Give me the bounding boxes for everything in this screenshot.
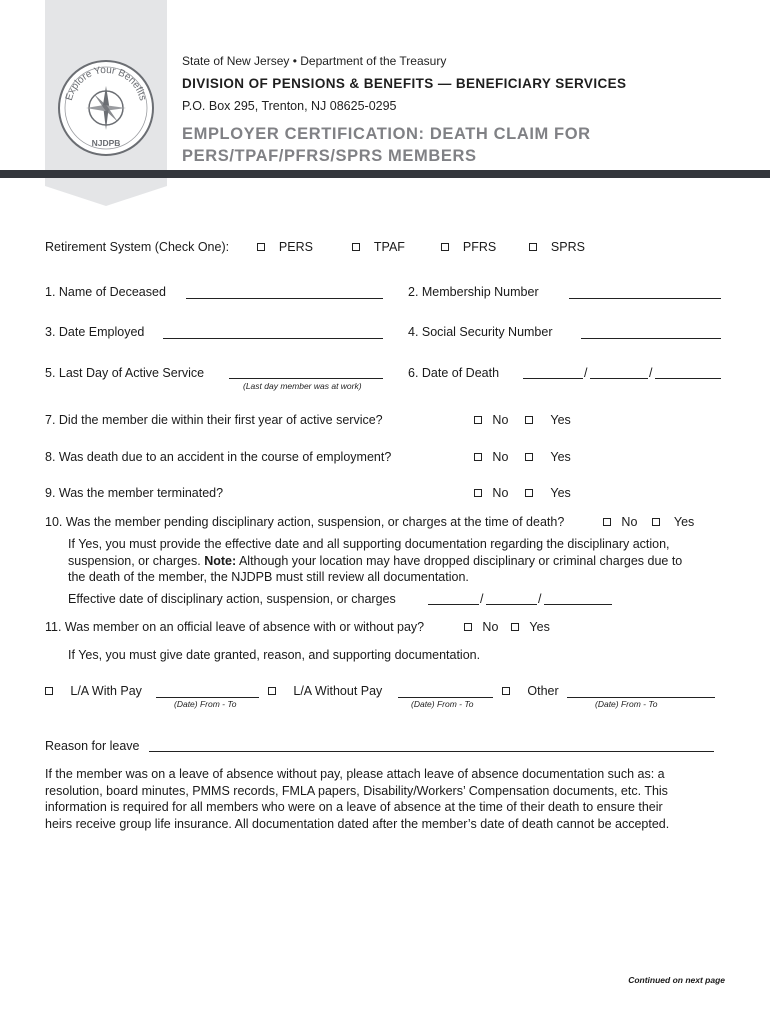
pfrs-label: PFRS	[462, 240, 497, 254]
q10-effective-month[interactable]	[428, 604, 479, 605]
la-other-dates-field[interactable]	[567, 697, 715, 698]
date-sep-1: /	[584, 366, 588, 380]
la-without-pay[interactable]	[268, 684, 382, 698]
la-without-pay-dates-field[interactable]	[398, 697, 493, 698]
header-state-line: State of New Jersey • Department of the Treasury	[182, 54, 447, 68]
q10-effective-date-label: Effective date of disciplinary action, suspension, or charges	[68, 592, 396, 606]
retirement-system-label: Retirement System (Check One):	[45, 240, 230, 254]
q9-no-label: No	[492, 486, 509, 500]
header-address: P.O. Box 295, Trenton, NJ 08625-0295	[182, 99, 397, 113]
form-title	[182, 123, 682, 167]
option-pers[interactable]	[257, 240, 313, 254]
question-10: 10. Was the member pending disciplinary action, suspension, or charges at the time of death?	[45, 515, 565, 529]
date-of-death-month[interactable]	[523, 378, 583, 379]
membership-number-label: 2. Membership Number	[408, 285, 539, 299]
tpaf-label: TPAF	[373, 240, 405, 254]
sprs-label: SPRS	[550, 240, 585, 254]
q10-line2-b: Although your location may have dropped disciplinary or criminal charges due to	[238, 553, 683, 568]
q10-no-checkbox[interactable]	[603, 518, 611, 526]
q7-yes-label: Yes	[550, 413, 571, 427]
closing-line2: resolution, board minutes, PMMS records, FMLA papers, Disability/Workers’ Compensation documents, etc. This	[45, 783, 668, 798]
reason-for-leave-label: Reason for leave	[45, 739, 140, 753]
date-employed-field[interactable]	[163, 338, 383, 339]
date-employed-label: 3. Date Employed	[45, 325, 145, 339]
la-with-pay[interactable]	[45, 684, 142, 698]
q11-yes-label: Yes	[529, 620, 550, 634]
q10-no[interactable]	[603, 515, 637, 529]
logo-text-bottom: NJDPB	[91, 138, 121, 148]
la-with-pay-label: L/A With Pay	[70, 684, 142, 698]
last-day-active-field[interactable]	[229, 378, 383, 379]
la-with-pay-dates-field[interactable]	[156, 697, 259, 698]
q10-effective-day[interactable]	[486, 604, 537, 605]
q8-no-checkbox[interactable]	[474, 453, 482, 461]
closing-line3: information is required for all members who were on a leave of absence at the time of their death to ensure their	[45, 800, 663, 814]
la-other-caption: (Date) From - To	[595, 699, 658, 709]
closing-line1: If the member was on a leave of absence without pay, please attach leave of absence documentation such as: a	[45, 767, 665, 781]
q10-yes-label: Yes	[673, 515, 695, 529]
pers-label: PERS	[278, 240, 313, 254]
q10-instructions-line3: the death of the member, the NJDPB must still review all documentation.	[68, 570, 469, 584]
q10-date-sep-2: /	[538, 592, 542, 606]
last-day-caption: (Last day member was at work)	[243, 381, 362, 391]
date-sep-2: /	[649, 366, 653, 380]
q11-no-label: No	[482, 620, 499, 634]
date-of-death-year[interactable]	[655, 378, 721, 379]
closing-paragraph	[45, 766, 735, 832]
q11-no-checkbox[interactable]	[464, 623, 472, 631]
q11-yes-checkbox[interactable]	[511, 623, 519, 631]
tpaf-checkbox[interactable]	[352, 243, 360, 251]
question-11: 11. Was member on an official leave of absence with or without pay?	[45, 620, 425, 634]
q8-no-label: No	[492, 450, 509, 464]
q11-no[interactable]	[464, 620, 498, 634]
date-of-death-day[interactable]	[590, 378, 648, 379]
question-8: 8. Was death due to an accident in the course of employment?	[45, 450, 392, 464]
q10-line2-a: suspension, or charges.	[68, 553, 201, 568]
q7-yes-checkbox[interactable]	[525, 416, 533, 424]
question-7: 7. Did the member die within their first year of active service?	[45, 413, 383, 427]
q9-no-checkbox[interactable]	[474, 489, 482, 497]
la-other[interactable]	[502, 684, 559, 698]
q10-yes[interactable]	[652, 515, 694, 529]
q10-date-sep-1: /	[480, 592, 484, 606]
pers-checkbox[interactable]	[257, 243, 265, 251]
q7-yes[interactable]	[525, 413, 571, 427]
q9-yes[interactable]	[525, 486, 571, 500]
q7-no[interactable]	[474, 413, 508, 427]
form-title-line2: PERS/TPAF/PFRS/SPRS MEMBERS	[182, 147, 477, 165]
la-with-pay-checkbox[interactable]	[45, 687, 53, 695]
membership-number-field[interactable]	[569, 298, 721, 299]
q9-no[interactable]	[474, 486, 508, 500]
la-without-pay-caption: (Date) From - To	[411, 699, 474, 709]
la-other-label: Other	[527, 684, 559, 698]
q10-note: Note:	[204, 553, 237, 568]
q10-instructions	[68, 536, 728, 586]
q9-yes-checkbox[interactable]	[525, 489, 533, 497]
q7-no-label: No	[492, 413, 509, 427]
continued-note: Continued on next page	[628, 975, 725, 985]
q8-yes-label: Yes	[550, 450, 571, 464]
q11-instructions: If Yes, you must give date granted, reason, and supporting documentation.	[68, 648, 481, 662]
reason-for-leave-field[interactable]	[149, 751, 714, 752]
name-of-deceased-field[interactable]	[186, 298, 383, 299]
ssn-label: 4. Social Security Number	[408, 325, 553, 339]
option-pfrs[interactable]	[441, 240, 496, 254]
la-without-pay-label: L/A Without Pay	[293, 684, 383, 698]
q8-yes[interactable]	[525, 450, 571, 464]
question-9: 9. Was the member terminated?	[45, 486, 224, 500]
name-of-deceased-label: 1. Name of Deceased	[45, 285, 166, 299]
la-other-checkbox[interactable]	[502, 687, 510, 695]
q7-no-checkbox[interactable]	[474, 416, 482, 424]
q9-yes-label: Yes	[550, 486, 571, 500]
q10-no-label: No	[621, 515, 638, 529]
form-title-line1: EMPLOYER CERTIFICATION: DEATH CLAIM FOR	[182, 125, 591, 143]
q8-yes-checkbox[interactable]	[525, 453, 533, 461]
logo-text-top: Explore Your Benefits	[63, 64, 149, 102]
sprs-checkbox[interactable]	[529, 243, 537, 251]
q11-yes[interactable]	[511, 620, 550, 634]
closing-line4: heirs receive group life insurance. All documentation dated after the member’s date of death cannot be accepted.	[45, 816, 670, 831]
date-of-death-label: 6. Date of Death	[408, 366, 500, 380]
la-without-pay-checkbox[interactable]	[268, 687, 276, 695]
la-with-pay-caption: (Date) From - To	[174, 699, 237, 709]
ssn-field[interactable]	[581, 338, 721, 339]
header-rule	[0, 170, 770, 178]
header-division: DIVISION OF PENSIONS & BENEFITS — BENEFICIARY SERVICES	[182, 76, 627, 91]
q10-yes-checkbox[interactable]	[652, 518, 660, 526]
q10-effective-year[interactable]	[544, 604, 612, 605]
option-tpaf[interactable]	[352, 240, 405, 254]
q10-instructions-line2	[68, 553, 728, 570]
q8-no[interactable]	[474, 450, 508, 464]
last-day-active-label: 5. Last Day of Active Service	[45, 366, 205, 380]
pfrs-checkbox[interactable]	[441, 243, 449, 251]
q10-instructions-line1: If Yes, you must provide the effective date and all supporting documentation regarding the disciplinary action,	[68, 537, 670, 551]
option-sprs[interactable]	[529, 240, 585, 254]
